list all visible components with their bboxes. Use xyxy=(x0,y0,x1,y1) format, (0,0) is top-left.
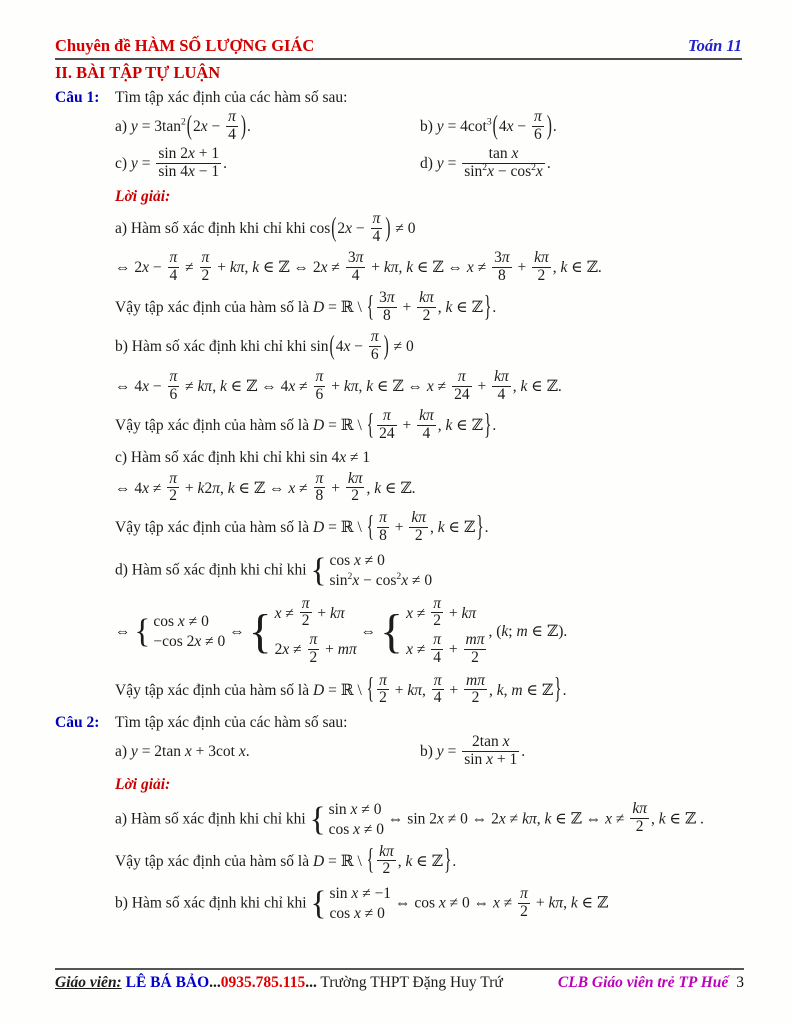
formula: b) y = $\frac{\text{2tan x}}{\text{sin x + 1}}$ . xyxy=(420,733,526,768)
fraction: $\frac{\pi}{4}$ xyxy=(433,631,441,666)
problem-label: Câu 1: xyxy=(55,89,100,106)
solution-line: Vậy tập xác định của hàm số là D = ℝ \ { $\frac{\pi}{8}$ + $\frac{k\pi}{2}$ , k ∈ ℤ}. xyxy=(115,509,489,544)
fraction: $\frac{\pi}{8}$ xyxy=(379,509,387,544)
big-paren: ( xyxy=(331,212,337,243)
problem-prompt: Tìm tập xác định của các hàm số sau: xyxy=(115,714,348,732)
subject-label: Toán 11 xyxy=(688,36,742,55)
fraction: $\frac{\pi}{24}$ xyxy=(379,407,395,443)
formula: d) y = $\frac{\text{tan x}}{\sin^2x - \cos^2x}$ . xyxy=(420,145,551,181)
page-header xyxy=(55,36,742,60)
fraction: $\frac{\pi}{2}$ xyxy=(379,671,387,707)
solution-line: ⇔ 4x ≠ $\frac{\pi}{2}$ + k2π, k ∈ ℤ ⇔ x ≠ $\frac{\pi}{8}$ + $\frac{k\pi}{2}$ , k ∈ ℤ. xyxy=(115,469,416,505)
solution-line: Vậy tập xác định của hàm số là D = ℝ \ { $\frac{3\pi}{8}$ + $\frac{k\pi}{2}$ , k ∈ ℤ}. xyxy=(115,288,497,324)
fraction: $\frac{\pi}{2}$ xyxy=(301,594,310,630)
fraction: $\frac{\sin 2x + 1}{\sin 4x - 1}$ xyxy=(158,145,220,181)
school-name: Trường THPT Đặng Huy Trứ xyxy=(316,974,503,991)
fraction: $\frac{\pi}{4}$ xyxy=(228,108,236,143)
page-title: Chuyên đề HÀM SỐ LƯỢNG GIÁC xyxy=(55,36,315,55)
fraction: $\frac{k\pi}{2}$ xyxy=(632,800,647,836)
formula-row xyxy=(115,110,742,144)
big-paren: ( xyxy=(329,330,335,362)
solution-line: ⇔ 4x − $\frac{\pi}{6}$ ≠ kπ, k ∈ ℤ ⇔ 4x ≠ $\frac{\pi}{6}$ + kπ, k ∈ ℤ ⇔ x ≠ $\frac{\pi}{24}$ + $\frac{k\pi}{4}$ , k ∈ ℤ. xyxy=(115,367,562,403)
fraction: $\frac{\pi}{2}$ xyxy=(309,631,318,666)
big-paren: ) xyxy=(385,212,391,243)
dots: ... xyxy=(305,974,317,991)
solution-line: Vậy tập xác định của hàm số là D = ℝ \ { $\frac{\pi}{24}$ + $\frac{k\pi}{4}$ , k ∈ ℤ}. xyxy=(115,407,497,443)
fraction: $\frac{\pi}{2}$ xyxy=(169,469,178,505)
formula: c) y = $\frac{\sin 2x + 1}{\sin 4x - 1}$ . xyxy=(115,145,228,181)
fraction: $\frac{\pi}{2}$ xyxy=(520,884,528,920)
fraction: $\frac{k\pi}{4}$ xyxy=(494,367,509,403)
big-brace: { xyxy=(366,672,375,706)
big-paren: ) xyxy=(383,330,389,362)
fraction: $\frac{3\pi}{8}$ xyxy=(494,249,510,285)
big-paren: ( xyxy=(186,110,192,141)
problem-heading xyxy=(55,89,742,107)
solution-line: a) Hàm số xác định khi chỉ khi { sin x ≠ 0 cos x ≠ 0 ⇔ sin 2x ≠ 0 ⇔ 2x ≠ kπ, k ∈ ℤ ⇔ x ≠ $\frac{k\pi}{2}$ , k ∈ ℤ . xyxy=(115,800,704,838)
fraction: $\frac{m\pi}{2}$ xyxy=(466,671,485,707)
solution-line: Vậy tập xác định của hàm số là D = ℝ \ { $\frac{\pi}{2}$ + kπ, $\frac{\pi}{4}$ + $\frac{m\pi}{2}$ , k, m ∈ ℤ}. xyxy=(115,671,567,707)
solution-line: ⇔ 2x − $\frac{\pi}{4}$ ≠ $\frac{\pi}{2}$ + kπ, k ∈ ℤ ⇔ 2x ≠ $\frac{3\pi}{4}$ + kπ, k ∈ ℤ ⇔ x ≠ $\frac{3\pi}{8}$ + $\frac{k\pi}{2}$ , k ∈ ℤ. xyxy=(115,249,602,285)
case-system: { cos x ≠ 0 −cos 2x ≠ 0 xyxy=(134,613,226,651)
solution-line: d) Hàm số xác định khi chỉ khi { cos x ≠ 0 $\sin^2x - \cos^2x \ne 0$ xyxy=(115,551,433,589)
case-system: { sin x ≠ 0 cos x ≠ 0 xyxy=(309,800,385,838)
big-brace: } xyxy=(483,408,492,441)
big-brace: { xyxy=(366,290,375,323)
fraction: $\frac{k\pi}{2}$ xyxy=(419,288,434,324)
big-paren: ) xyxy=(240,110,247,141)
formula: b) $y = 4\cot^3(4x$ − $\frac{\pi}{6}$ ). xyxy=(420,108,557,143)
fraction: $\frac{\pi}{8}$ xyxy=(315,469,324,505)
solution-label: Lời giải: xyxy=(115,187,171,205)
big-brace: } xyxy=(443,843,452,877)
big-brace: } xyxy=(554,672,562,706)
case-system: { x ≠ $\frac{\pi}{2}$ + kπ 2x ≠ $\frac{\pi}{2}$ + mπ xyxy=(248,594,357,666)
solution-line: ⇔ { cos x ≠ 0 −cos 2x ≠ 0 ⇔ { x ≠ $\frac{\pi}{2}$ + kπ 2x ≠ $\frac{\pi}{2}$ + mπ ⇔ { x ≠ $\frac{\pi}{2}$ + kπ x ≠ $\frac{\pi}{4}$ + $\frac{m\pi}{2}$ , (k; m ∈ ℤ). xyxy=(115,596,742,669)
fraction: $\frac{3\pi}{8}$ xyxy=(379,288,395,324)
fraction: $\frac{k\pi}{4}$ xyxy=(419,407,434,443)
fraction: $\frac{\text{tan x}}{\sin^2x - \cos^2x}$ xyxy=(464,145,543,181)
section-title: II. BÀI TẬP TỰ LUẬN xyxy=(55,63,221,82)
solution-line: b) Hàm số xác định khi chỉ khi { sin x ≠ −1 cos x ≠ 0 ⇔ cos x ≠ 0 ⇔ x ≠ $\frac{\pi}{2}$ + kπ, k ∈ ℤ xyxy=(115,884,609,923)
fraction: $\frac{\pi}{6}$ xyxy=(533,108,542,143)
problem-prompt: Tìm tập xác định của các hàm số sau: xyxy=(115,89,348,106)
big-paren: ) xyxy=(546,110,552,141)
solution-line: a) Hàm số xác định khi chỉ khi cos(2x − $\frac{\pi}{4}$ ) ≠ 0 xyxy=(115,209,416,245)
teacher-name: LÊ BÁ BẢO xyxy=(125,974,210,991)
solution-line: b) Hàm số xác định khi chỉ khi sin(4x − $\frac{\pi}{6}$ ) ≠ 0 xyxy=(115,328,414,364)
page-footer xyxy=(55,968,744,992)
page-number: 3 xyxy=(736,974,744,991)
fraction: $\frac{\pi}{4}$ xyxy=(433,671,442,707)
phone-number: 0935.785.115 xyxy=(220,974,306,991)
club-name: CLB Giáo viên trẻ TP Huế xyxy=(557,974,729,991)
big-brace: { xyxy=(366,510,375,543)
fraction: $\frac{k\pi}{2}$ xyxy=(534,249,549,285)
solution-label: Lời giải: xyxy=(115,775,171,793)
big-brace: { xyxy=(366,843,375,877)
formula-row xyxy=(115,147,742,181)
fraction: $\frac{\pi}{6}$ xyxy=(315,367,324,403)
fraction: $\frac{3\pi}{4}$ xyxy=(347,249,364,285)
big-brace: } xyxy=(483,290,492,323)
fraction: $\frac{\pi}{6}$ xyxy=(370,328,379,364)
footer-right xyxy=(558,974,744,992)
footer-left xyxy=(55,974,503,992)
fraction: $\frac{k\pi}{2}$ xyxy=(347,469,363,505)
fraction: $\frac{\pi}{2}$ xyxy=(201,249,210,285)
fraction: $\frac{\pi}{4}$ xyxy=(169,249,178,285)
fraction: $\frac{\pi}{24}$ xyxy=(454,367,470,403)
case-system: { sin x ≠ −1 cos x ≠ 0 xyxy=(310,885,392,923)
problems-container xyxy=(55,89,742,924)
formula: a) y = 2tan x + 3cot x. xyxy=(115,743,250,761)
case-system: { x ≠ $\frac{\pi}{2}$ + kπ x ≠ $\frac{\pi}{4}$ + $\frac{m\pi}{2}$ xyxy=(380,594,485,666)
problem-label: Câu 2: xyxy=(55,714,100,732)
fraction: $\frac{\pi}{2}$ xyxy=(433,594,441,630)
big-brace: { xyxy=(366,408,375,441)
fraction: $\frac{m\pi}{2}$ xyxy=(465,631,485,666)
formula: a) $y = 3\tan^2(2x$ − $\frac{\pi}{4}$ ). xyxy=(115,108,251,143)
fraction: $\frac{\text{2tan x}}{\text{sin x + 1}}$ xyxy=(464,733,518,768)
big-brace: } xyxy=(476,510,484,543)
fraction: $\frac{k\pi}{2}$ xyxy=(411,509,427,544)
fraction: $\frac{\pi}{4}$ xyxy=(372,209,381,245)
case-system: { cos x ≠ 0 $\sin^2x - \cos^2x \ne 0$ xyxy=(310,551,433,589)
solution-line: Vậy tập xác định của hàm số là D = ℝ \ { $\frac{k\pi}{2}$ , k ∈ ℤ}. xyxy=(115,842,457,878)
formula-row xyxy=(115,735,742,769)
fraction: $\frac{\pi}{6}$ xyxy=(169,367,178,403)
solution-line: c) Hàm số xác định khi chỉ khi sin 4x ≠ 1 xyxy=(115,448,371,466)
teacher-label: Giáo viên: xyxy=(55,974,122,991)
fraction: $\frac{k\pi}{2}$ xyxy=(379,842,394,878)
dots: ... xyxy=(209,974,221,991)
big-paren: ( xyxy=(492,110,498,141)
problem-heading xyxy=(55,714,742,732)
